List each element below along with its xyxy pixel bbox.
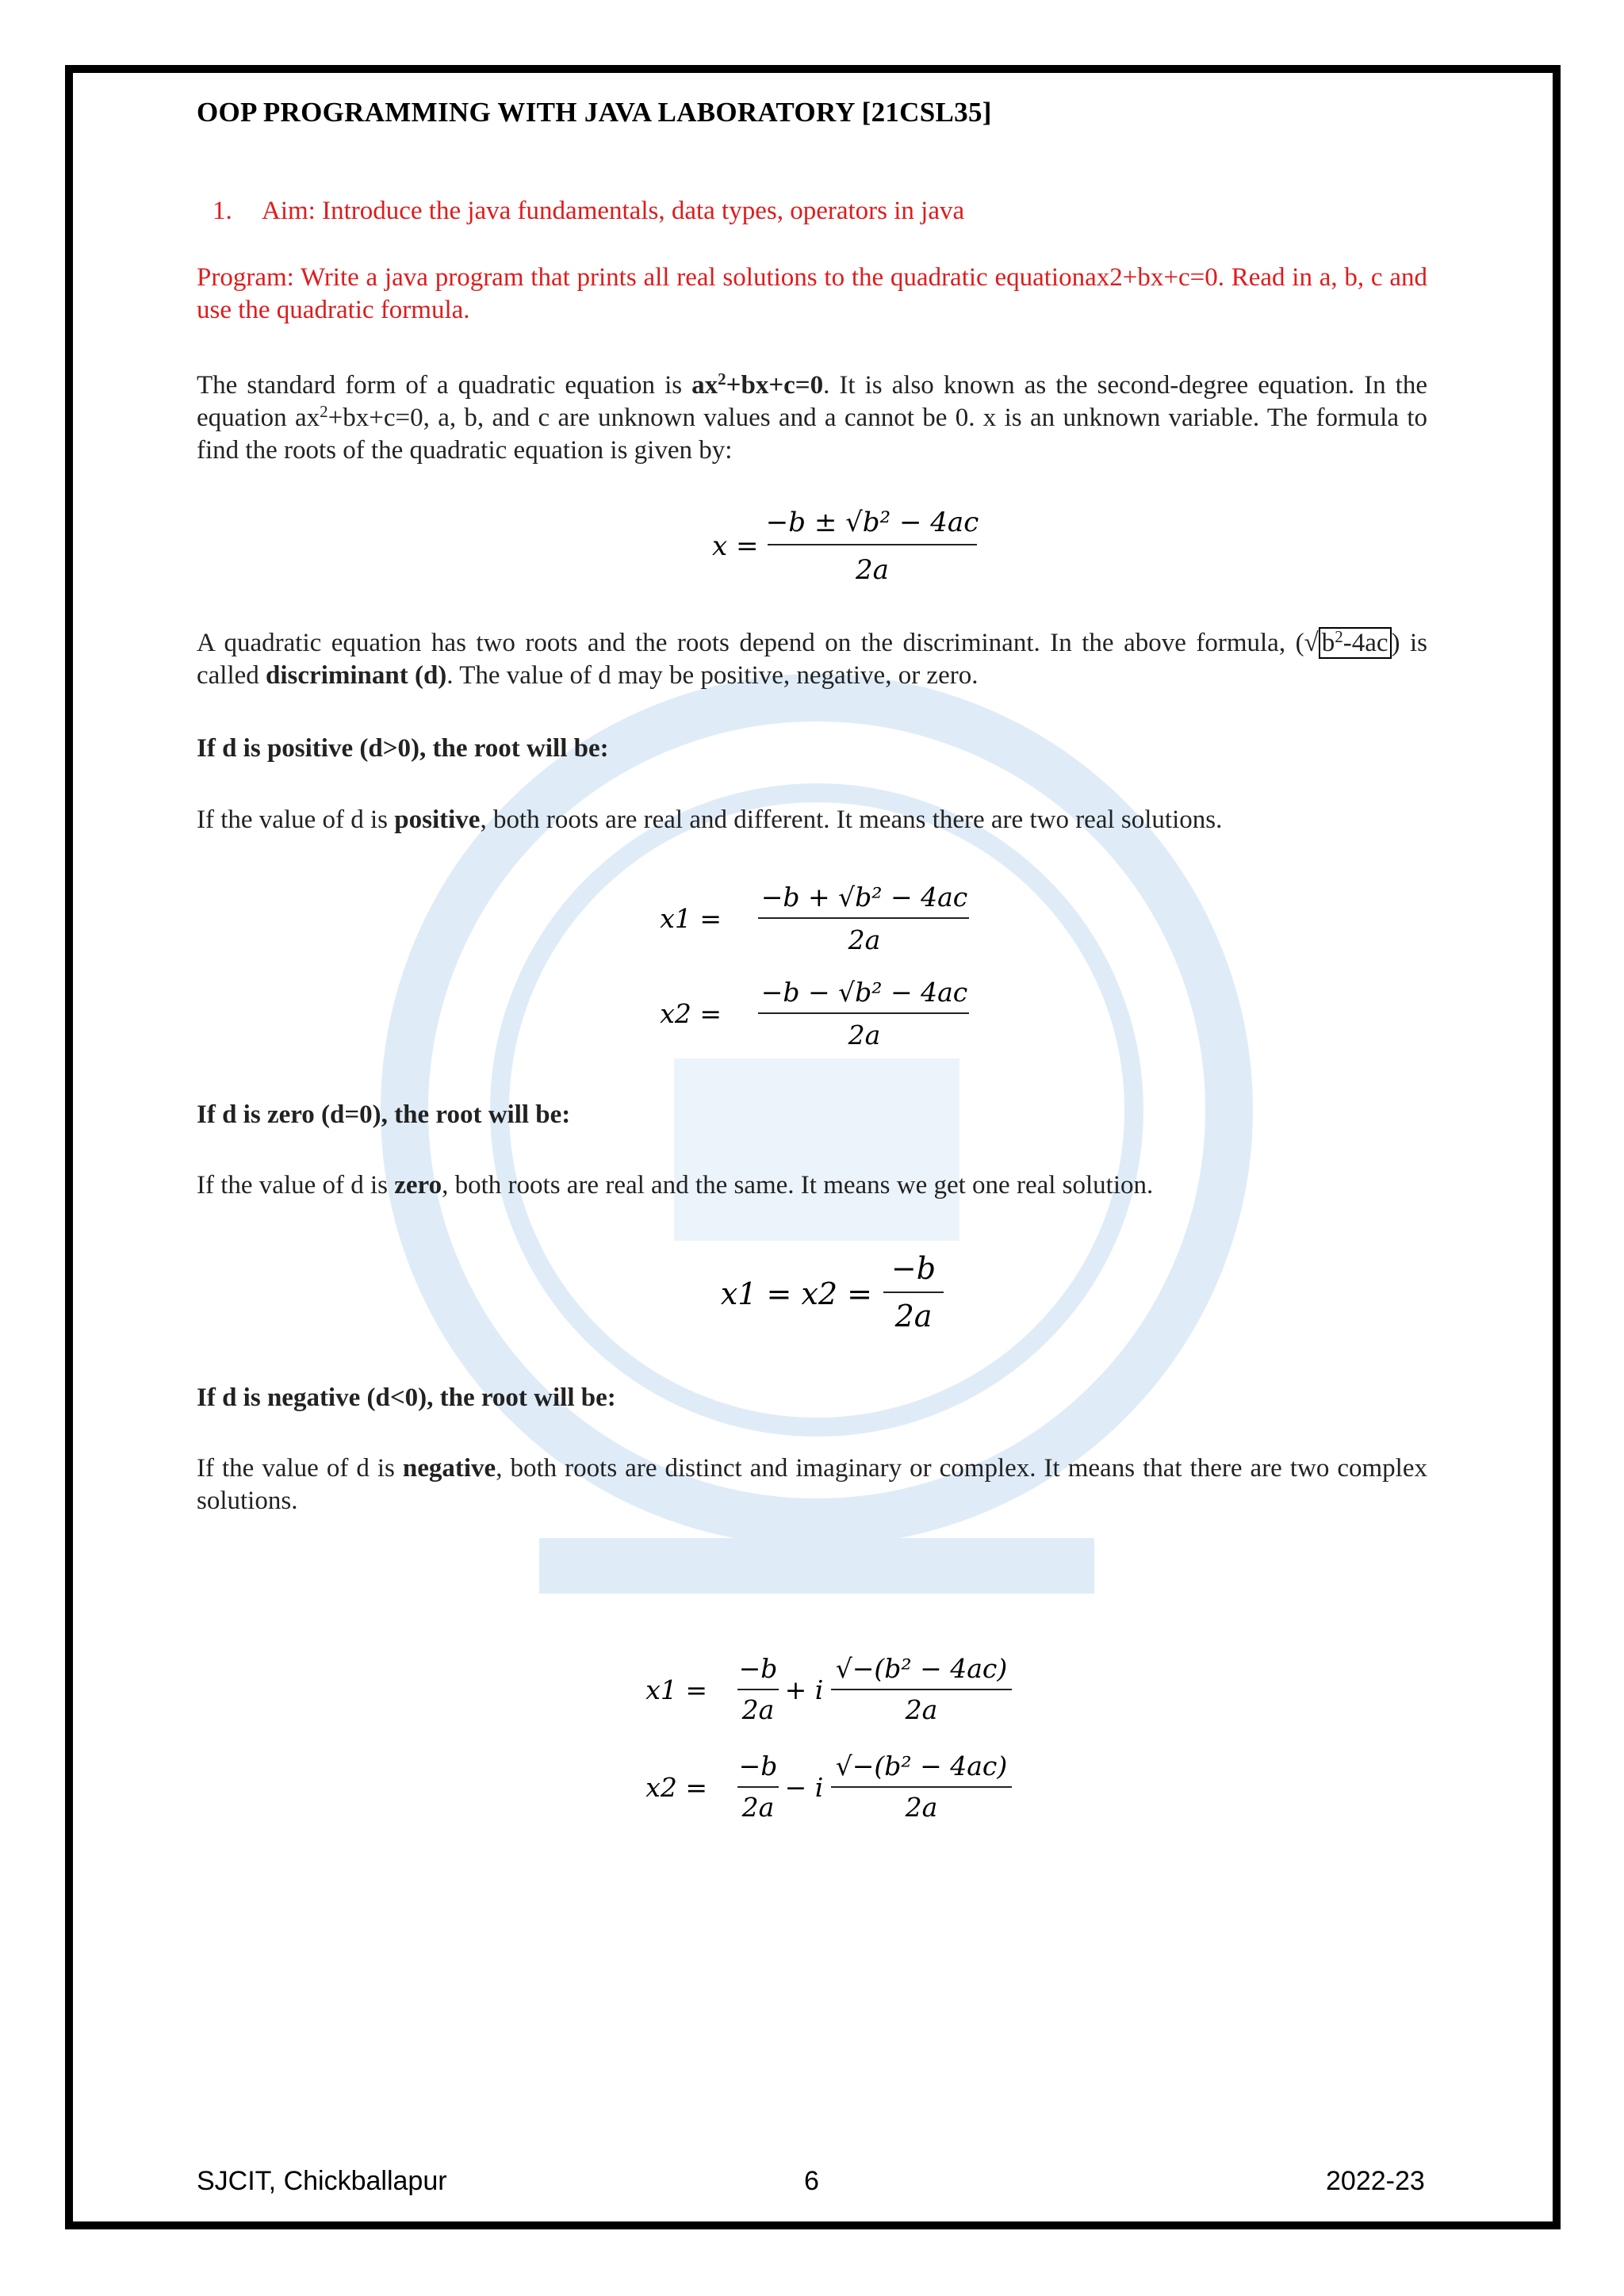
general-formula-denominator: 2a	[856, 554, 889, 586]
general-formula-lhs: x =	[712, 530, 759, 562]
neg2-lhs: x2 =	[645, 1772, 707, 1803]
neg2-num1: −b	[738, 1751, 778, 1781]
neg2-den2: 2a	[905, 1792, 938, 1823]
intro-eq-sup: 2	[718, 369, 726, 388]
intro-text-3: +bx+c=0, a, b, and c are unknown values and a cannot be 0. x is an unknown variable. The formula to find the roots of the quadratic equation is given by:	[197, 404, 1427, 465]
intro-eq-rest: +bx+c=0	[726, 371, 824, 400]
footer-institution: SJCIT, Chickballapur	[197, 2166, 447, 2196]
intro-sup: 2	[320, 402, 328, 421]
neg2-num2: √−(b² − 4ac)	[835, 1751, 1008, 1781]
discriminant-paragraph	[197, 627, 1427, 692]
heading-zero: If d is zero (d=0), the root will be:	[197, 1100, 571, 1129]
boxed-rest: -4ac	[1342, 629, 1388, 657]
positive-roots-formula	[626, 872, 999, 1058]
zero-text-1: If the value of d is	[197, 1171, 395, 1200]
positive-bold: positive	[394, 806, 481, 834]
zero-paragraph	[197, 1169, 1427, 1202]
heading-positive: If d is positive (d>0), the root will be:	[197, 734, 609, 763]
footer-year: 2022-23	[1326, 2166, 1425, 2196]
negative-paragraph	[197, 1452, 1427, 1517]
zero-lhs: x1 = x2 =	[720, 1276, 872, 1311]
pos1-numerator: −b + √b² − 4ac	[760, 882, 968, 913]
zero-numerator: −b	[891, 1251, 936, 1286]
boxed-sup: 2	[1335, 627, 1343, 646]
zero-text-2: , both roots are real and the same. It means we get one real solution.	[442, 1171, 1154, 1200]
negative-text-1: If the value of d is	[197, 1454, 403, 1483]
aim-number: 1.	[213, 197, 232, 225]
neg1-operator: + i	[784, 1674, 824, 1705]
neg1-den2: 2a	[905, 1694, 938, 1725]
footer-page-number: 6	[804, 2166, 819, 2196]
intro-text-1: The standard form of a quadratic equation is	[197, 371, 692, 400]
discriminant-text-2: ) is called	[197, 629, 1428, 690]
zero-root-formula	[665, 1241, 966, 1340]
neg1-num1: −b	[738, 1653, 778, 1684]
intro-eq-base: ax	[691, 371, 718, 400]
aim-line	[213, 197, 964, 226]
discriminant-bold-term: discriminant (d)	[266, 661, 447, 690]
pos1-denominator: 2a	[848, 924, 881, 955]
general-formula-numerator: −b ± √b² − 4ac	[765, 507, 979, 538]
page-header-title: OOP PROGRAMMING WITH JAVA LABORATORY [21CSL35]	[197, 97, 992, 128]
negative-text-2: , both roots are distinct and imaginary or complex. It means that there are two complex solutions.	[197, 1454, 1427, 1515]
program-statement: Program: Write a java program that prints all real solutions to the quadratic equationax2+bx+c=0. Read in a, b, c and use the quadratic formula.	[197, 263, 1427, 324]
neg1-num2: √−(b² − 4ac)	[835, 1653, 1008, 1684]
positive-paragraph	[197, 804, 1427, 836]
pos1-lhs: x1 =	[660, 903, 722, 934]
neg2-den1: 2a	[741, 1792, 775, 1823]
discriminant-text-1: A quadratic equation has two roots and the roots depend on the discriminant. In the above formula, (√	[197, 629, 1319, 657]
neg2-operator: − i	[784, 1772, 824, 1803]
pos2-numerator: −b − √b² − 4ac	[760, 977, 968, 1008]
heading-negative: If d is negative (d<0), the root will be:	[197, 1383, 616, 1412]
negative-bold: negative	[402, 1454, 496, 1483]
neg1-den1: 2a	[741, 1694, 775, 1725]
intro-text-2: . It is also known as the second-degree equation. In the equation ax	[197, 371, 1427, 432]
complex-roots-formula	[588, 1624, 1032, 1846]
pos2-denominator: 2a	[848, 1020, 881, 1050]
zero-denominator: 2a	[894, 1299, 933, 1334]
pos2-lhs: x2 =	[660, 998, 722, 1029]
zero-bold: zero	[394, 1171, 442, 1200]
positive-text-1: If the value of d is	[197, 806, 395, 834]
boxed-base: b	[1321, 629, 1335, 657]
general-formula	[698, 496, 983, 591]
neg1-lhs: x1 =	[645, 1674, 707, 1705]
discriminant-boxed-expression	[1319, 627, 1392, 659]
discriminant-text-3: . The value of d may be positive, negative, or zero.	[446, 661, 979, 690]
intro-paragraph	[197, 369, 1427, 467]
positive-text-2: , both roots are real and different. It means there are two real solutions.	[480, 806, 1223, 834]
aim-text: Aim: Introduce the java fundamentals, data types, operators in java	[262, 197, 965, 225]
